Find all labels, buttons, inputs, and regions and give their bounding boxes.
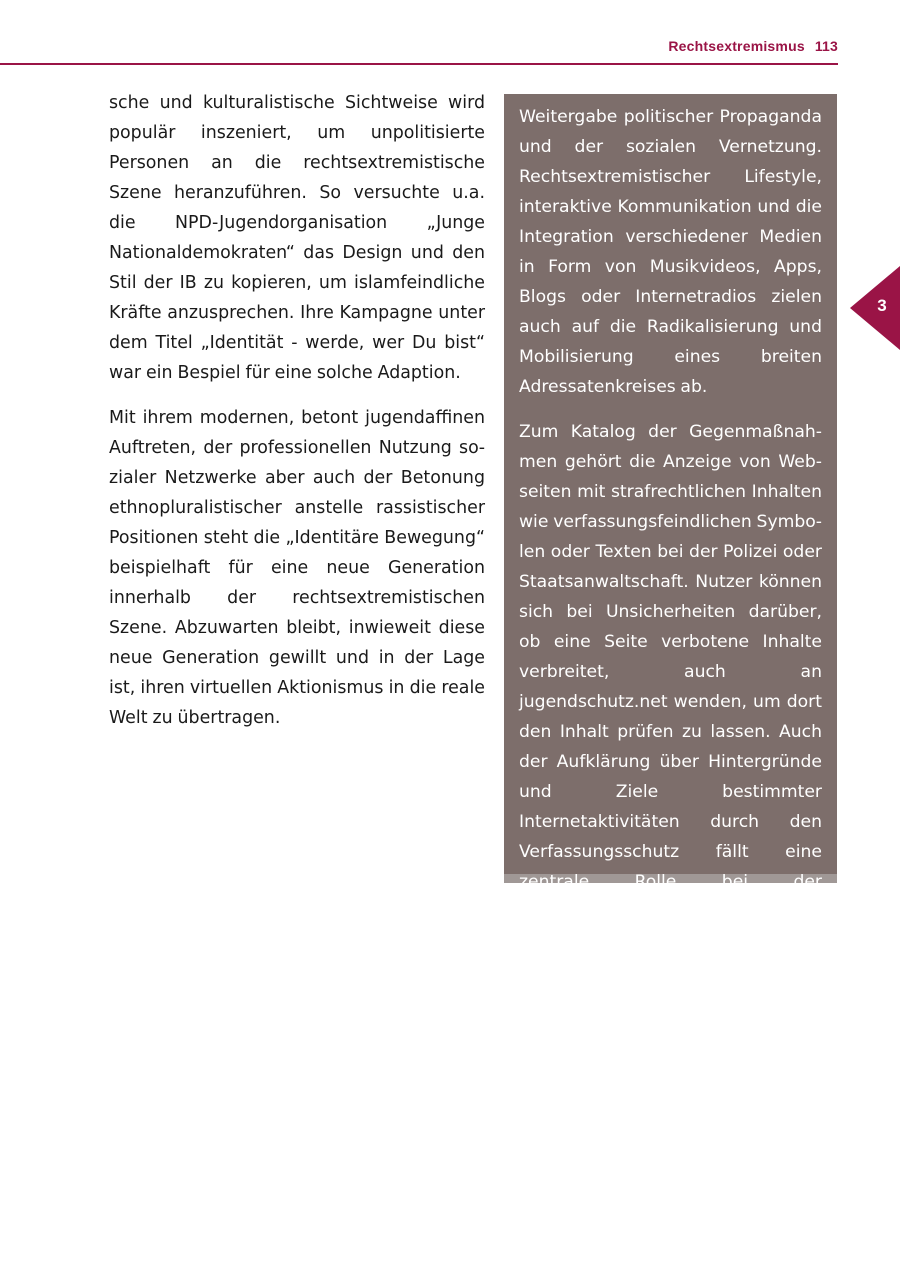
page-number: 113 — [814, 38, 838, 54]
section-title: Rechtsextremismus — [668, 38, 805, 54]
box-paragraph-2: Zum Katalog der Gegenmaßnahmen gehört die Anzeige von Webseiten mit strafrechtlichen Inhalten wie verfassungsfeindlichen Symbolen oder Texten bei der Polizei oder Staatsanwaltschaft. Nutzer können sich bei Unsicherheiten darüber, ob eine Seite verbotene Inhalte verbreitet, auch an jugendschutz.net wenden, um dort den Inhalt prüfen zu lassen. Auch der Aufklärung über Hintergründe und Ziele bestimmter Internetaktivitäten durch den Verfassungsschutz fällt eine zentrale Rolle bei der Auseinandersetzung mit dem Rechtsextremismus zu. — [519, 422, 822, 952]
main-paragraph-2: Mit ihrem modernen, betont jugendaffinen Auftreten, der professionellen Nutzung sozialer Netzwerke aber auch der Betonung ethnopluralistischer anstelle rassistischer Positionen steht die „Identitäre Bewegung“ beispielhaft für eine neue Generation innerhalb der rechtsextremistischen Szene. Abzuwarten bleibt, inwieweit diese neue Generation gewillt und in der Lage ist, ihren virtuellen Aktionismus in die reale Welt zu übertragen. — [109, 408, 485, 728]
sidebar-box — [504, 94, 837, 952]
main-paragraph-1: sche und kulturalistische Sichtweise wird populär inszeniert, um unpolitisierte Personen an die rechtsextremistische Szene heranzuführen. So versuchte u.a. die NPD-Jugendorganisation „Junge Nationaldemokraten“ das Design und den Stil der IB zu kopieren, um islamfeindliche Kräfte anzusprechen. Ihre Kampagne unter dem Titel „Identität - werde, wer Du bist“ war ein Bespiel für eine solche Adaption. — [109, 93, 485, 383]
box-paragraph-1: Weitergabe politischer Propaganda und der sozialen Vernetzung. Rechtsextremistischer Lifestyle, interaktive Kommunikation und die Integration verschiedener Medien in Form von Musikvideos, Apps, Blogs oder Internetradios zielen auch auf die Radikalisierung und Mobilisierung eines breiten Adressatenkreises ab. — [519, 107, 822, 397]
chapter-number: 3 — [877, 296, 887, 315]
running-header — [0, 38, 838, 54]
main-text-column — [109, 88, 485, 748]
header-rule — [0, 63, 838, 65]
